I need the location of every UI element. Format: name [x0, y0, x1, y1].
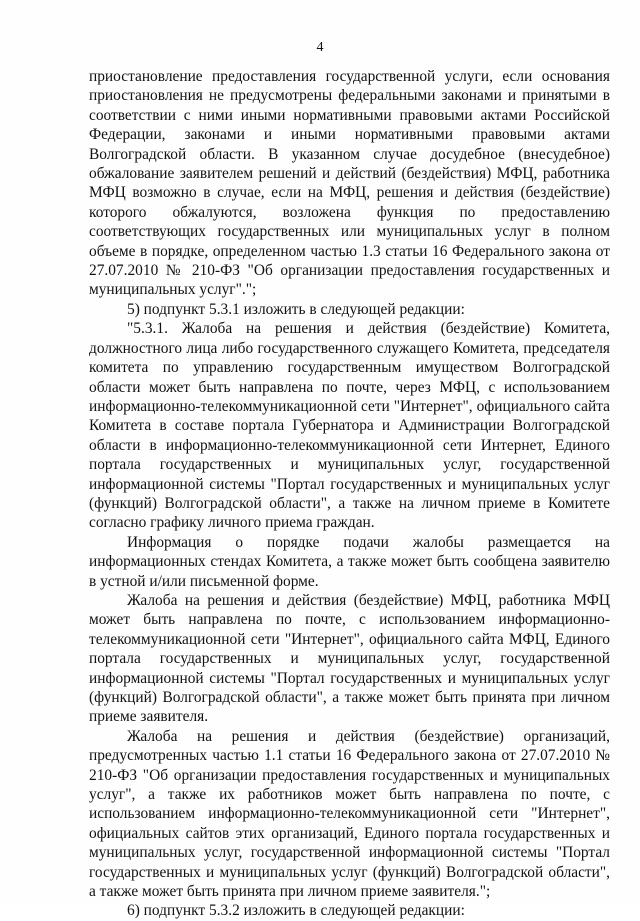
paragraph-organizations-complaint: Жалоба на решения и действия (бездействие) организаций, предусмотренных частью 1.1 статьи 16 Федерального закона от 27.07.2010 № 210-ФЗ "Об организации предоставления государственных и муниципальных услуг", а также их работников может быть направлена по почте, с использованием информационно-телекоммуникационной сети "Интернет", официальных сайтов этих организаций, Единого портала государственных и муниципальных услуг, государственной информационной системы "Портал государственных и муниципальных услуг (функций) Волгоградской области", а также может быть принята при личном приеме заявителя."; [89, 727, 610, 901]
page-number: 4 [316, 40, 324, 55]
paragraph-subitem-5: 5) подпункт 5.3.1 изложить в следующей редакции: [127, 300, 465, 318]
paragraph-subitem-6: 6) подпункт 5.3.2 изложить в следующей редакции: [127, 902, 465, 920]
document-body [89, 67, 610, 921]
paragraph-continuation: приостановление предоставления государственной услуги, если основания приостановления не предусмотрены федеральными законами и принятыми в соответствии с ними иными нормативными правовыми актами Российской Федерации, законами и иными нормативными правовыми актами Волгоградской области. В указанном случае досудебное (внесудебное) обжалование заявителем решений и действий (бездействия) МФЦ, работника МФЦ возможно в случае, если на МФЦ, решения и действия (бездействие) которого обжалуются, возложена функция по предоставлению соответствующих государственных или муниципальных услуг в полном объеме в порядке, определенном частью 1.3 статьи 16 Федерального закона от 27.07.2010 № 210-ФЗ "Об организации предоставления государственных и муниципальных услуг"."; [89, 68, 610, 299]
paragraph-complaint-info: Информация о порядке подачи жалобы размещается на информационных стендах Комитета, а также может быть сообщена заявителю в устной и/или письменной форме. [89, 533, 610, 590]
paragraph-clause-5-3-1: "5.3.1. Жалоба на решения и действия (бездействие) Комитета, должностного лица либо государственного служащего Комитета, председателя комитета по управлению государственным имуществом Волгоградской области может быть направлена по почте, через МФЦ, с использованием информационно-телекоммуникационной сети "Интернет", официального сайта Комитета в составе портала Губернатора и Администрации Волгоградской области в информационно-телекоммуникационной сети Интернет, Единого портала государственных и муниципальных услуг, государственной информационной системы "Портал государственных и муниципальных услуг (функций) Волгоградской области", а также на личном приеме в Комитете согласно графику личного приема граждан. [89, 320, 610, 532]
paragraph-mfc-complaint: Жалоба на решения и действия (бездействие) МФЦ, работника МФЦ может быть направлена по почте, с использованием информационно-телекоммуникационной сети "Интернет", официального сайта МФЦ, Единого портала государственных и муниципальных услуг, государственной информационной системы "Портал государственных и муниципальных услуг (функций) Волгоградской области", а также может быть принята при личном приеме заявителя. [89, 591, 610, 726]
